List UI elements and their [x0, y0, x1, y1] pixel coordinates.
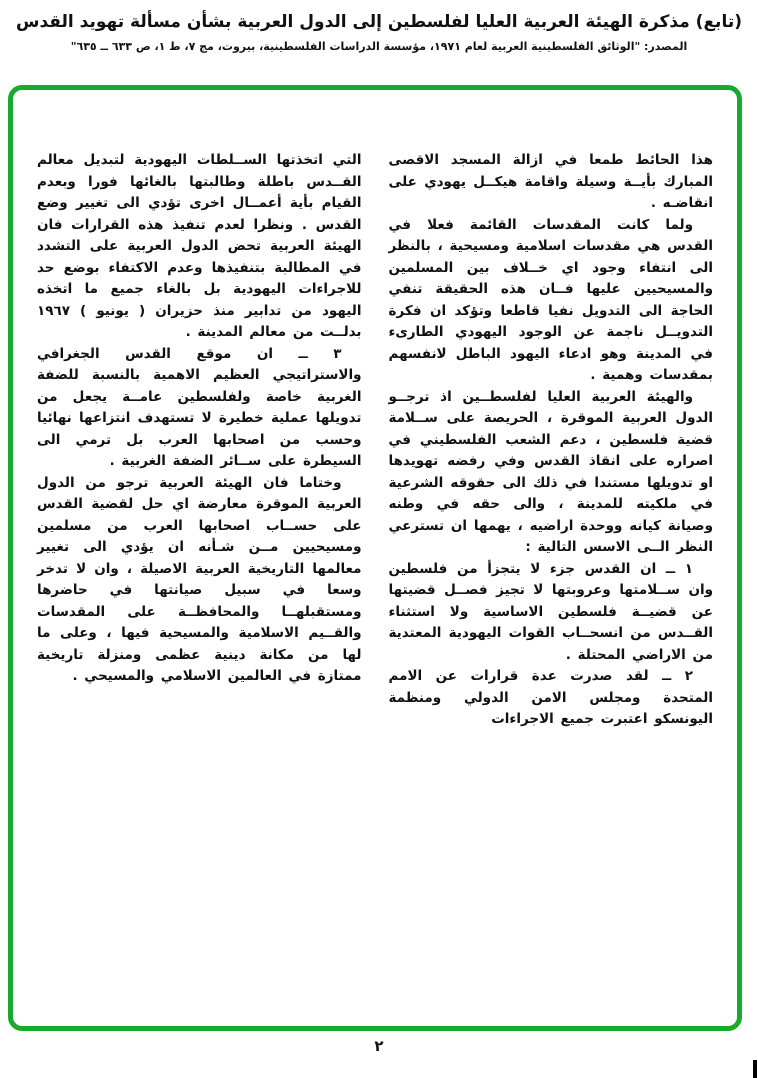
document-title: (تابع) مذكرة الهيئة العربية العليا لفلسطين إلى الدول العربية بشأن مسألة تهويد القدس: [16, 12, 742, 32]
paragraph: وختاما فان الهيئة العربية ترجو من الدول العربية الموقرة معارضة اي حل لقضية القدس على حســاب اصحابها العرب من مسلمين ومسيحيين مــن شـأنه ان يؤدي الى تغيير معالمها التاريخية العربية الاصيلة ، وان لا تدخر وسعا في سبيل صيانتها في حاضرها ومستقبلهــا والمحافظــة على المقدسات والقــيم الاسلامية والمسيحية فيها ، وعلى ما لها من مكانة دينية عظمى ومنزلة تاريخية ممتازة في العالمين الاسلامي والمسيحي .: [37, 474, 362, 684]
numbered-item-3: ٣ ــ ان موقع القدس الجغرافي والاستراتيجي العظيم الاهمية بالنسبة للضفة الغربية خاصة ولفلسطين عامــة يجعل من تدويلها عملية خطيرة لا تستهدف انتزاعها نهائيا وحسب من اصحابها العرب بل ترمي الى السيطرة على ســائر الضفة الغربية .: [37, 345, 362, 469]
numbered-item-1: ١ ــ ان القدس جزء لا يتجزأ من فلسطين وان ســلامتها وعروبتها لا تجيز فصــل قضيتها عن قضيــة فلسطين الاساسية ولا استثناء القــدس من انسحــاب القوات اليهودية المعتدية من الاراضي المحتلة .: [388, 560, 713, 663]
column-right: [389, 150, 714, 731]
paragraph: التي اتخذتها الســلطات اليهودية لتبديل معالم القــدس باطلة وطالبتها بالغائها فورا وبعدم القيام بأية أعمــال اخرى تؤدي الى تغيير وضع القدس . ونظرا لعدم تنفيذ هذه القرارات فان الهيئة العربية تحض الدول العربية على التشدد في المطالبة بتنفيذها وعدم الاكتفاء بوضع حد للاجراءات اليهودية بل بالغاء جميع ما اتخذه اليهود من تدابير منذ حزيران ( يونيو ) ١٩٦٧ بدلــت من معالم المدينة .: [37, 152, 362, 340]
paragraph: والهيئة العربية العليا لفلسطــين اذ ترجــو الدول العربية الموقرة ، الحريصة على ســلامة قضية فلسطين ، دعم الشعب الفلسطيني في اصراره على انقاذ القدس وفي رفضه تهويدها او تدويلها مستندا في ذلك الى حقوقه الشرعية في ملكيته للمدينة ، والى حقه في وطنه وصيانة كيانه ووحدة اراضيه ، يهمها ان تسترعي النظر الــى الاسس التالية :: [388, 388, 713, 555]
paragraph: ولما كانت المقدسات القائمة فعلا في القدس هي مقدسات اسلامية ومسيحية ، بالنظر الى انتفاء وجود اي خــلاف بين المسلمين والمسيحيين عليها فــان هذه الحقيقة تنفي الحاجة الى التدويل نفيا قاطعا وتؤكد ان فكرة التدويــل ناجمة عن الوجود اليهودي الطارىء في المدينة وهو ادعاء اليهود الباطل لانفسهم بمقدسات وهمية .: [388, 216, 713, 383]
numbered-item-2: ٢ ــ لقد صدرت عدة قرارات عن الامم المتحدة ومجلس الامن الدولي ومنظمة اليونسكو اعتبرت جميع الاجراءات: [388, 668, 713, 727]
scan-artifact-mark: [753, 1060, 757, 1078]
document-source-line: المصدر: "الوثائق الفلسطينية العربية لعام ١٩٧١، مؤسسة الدراسات الفلسطينية، بيروت، مج ٧، ط ١، ص ٦٣٣ ــ ٦٣٥": [70, 40, 688, 53]
column-left: [37, 150, 362, 731]
paragraph: هذا الحائط طمعا في ازالة المسجد الاقصى المبارك بأيــة وسيلة واقامة هيكــل يهودي على انقاضـه .: [388, 152, 713, 211]
document-body: [13, 90, 737, 731]
green-frame-border: [8, 85, 742, 1031]
document-header: [0, 12, 758, 53]
page-number: ٢: [374, 1037, 384, 1055]
